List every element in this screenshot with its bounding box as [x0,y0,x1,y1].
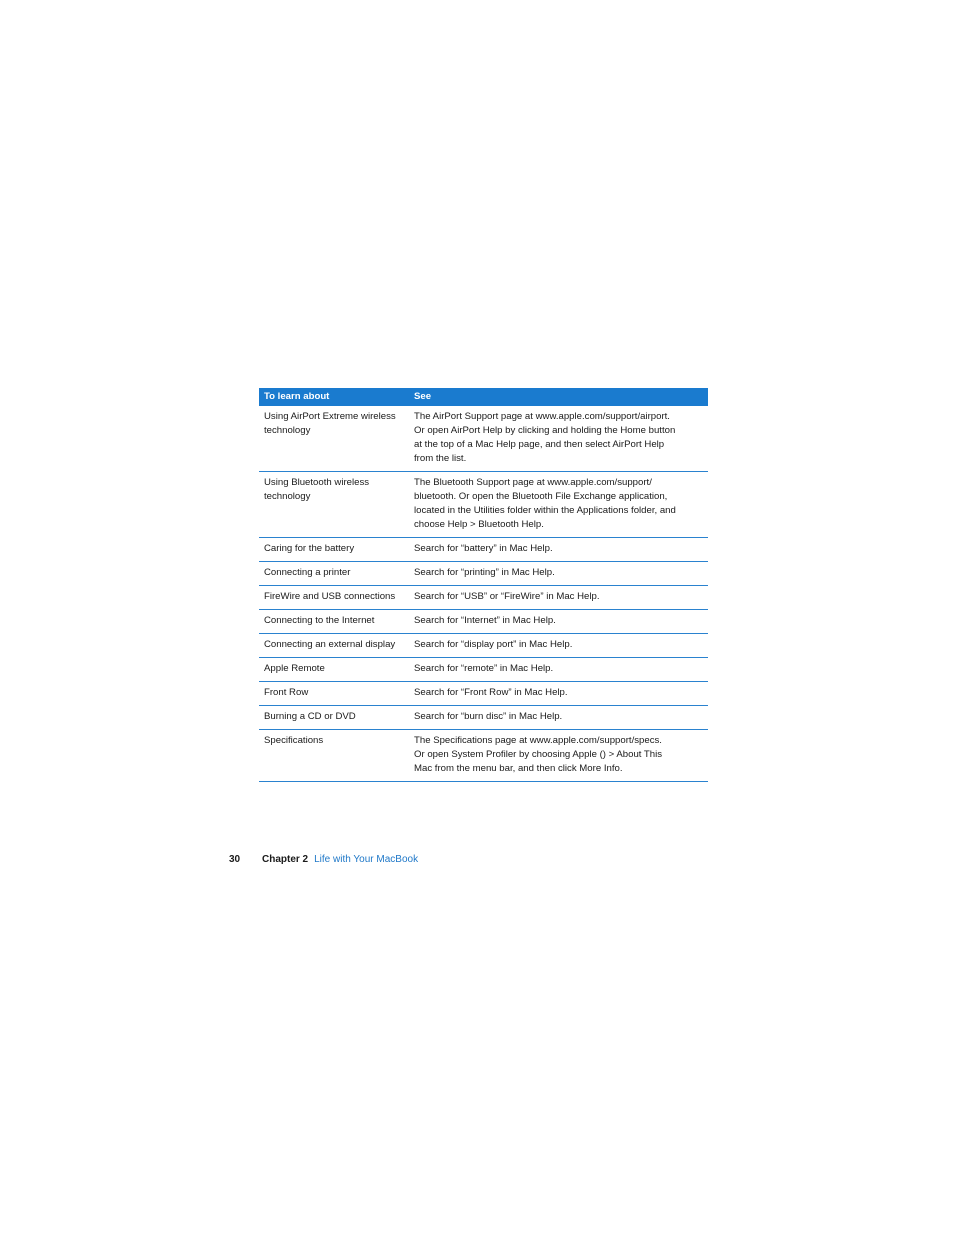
see-cell: Search for “Front Row” in Mac Help. [409,682,708,706]
see-cell: Search for “display port” in Mac Help. [409,634,708,658]
topic-cell: Front Row [259,682,409,706]
topic-cell: Connecting to the Internet [259,610,409,634]
topic-cell: Connecting an external display [259,634,409,658]
chapter-title: Life with Your MacBook [314,854,419,865]
see-cell: Search for “remote” in Mac Help. [409,658,708,682]
topic-cell: Using Bluetooth wireless technology [259,472,409,538]
see-cell: Search for “burn disc” in Mac Help. [409,706,708,730]
see-cell: The Bluetooth Support page at www.apple.com/support/ bluetooth. Or open the Bluetooth File Exchange application, located in the Utilities folder within the Applications folder, and choose Help > Bluetooth Help. [409,472,708,538]
table-row [259,682,708,706]
table-row [259,658,708,682]
see-cell: Search for “printing” in Mac Help. [409,562,708,586]
table-row [259,586,708,610]
table-row [259,634,708,658]
table-row [259,472,708,538]
topic-cell: Burning a CD or DVD [259,706,409,730]
column-header-topic: To learn about [259,388,409,406]
topic-cell: FireWire and USB connections [259,586,409,610]
column-header-see: See [409,388,708,406]
see-cell: Search for “battery” in Mac Help. [409,538,708,562]
see-cell: The Specifications page at www.apple.com/support/specs. Or open System Profiler by choosing Apple () > About This Mac from the menu bar, and then click More Info. [409,730,708,782]
page-number: 30 [229,854,241,865]
page-footer [229,853,418,867]
table-row [259,706,708,730]
see-cell: The AirPort Support page at www.apple.com/support/airport. Or open AirPort Help by clicking and holding the Home button at the top of a Mac Help page, and then select AirPort Help from the list. [409,406,708,472]
topic-cell: Specifications [259,730,409,782]
table-row [259,610,708,634]
table-header-row [259,388,708,406]
topic-cell: Using AirPort Extreme wireless technology [259,406,409,472]
see-cell: Search for “USB” or “FireWire” in Mac Help. [409,586,708,610]
topic-cell: Caring for the battery [259,538,409,562]
topic-cell: Connecting a printer [259,562,409,586]
reference-table [259,388,708,782]
topic-cell: Apple Remote [259,658,409,682]
table-row [259,406,708,472]
chapter-label: Chapter 2 [262,854,309,865]
table-row [259,730,708,782]
table-row [259,538,708,562]
see-cell: Search for “Internet” in Mac Help. [409,610,708,634]
table-row [259,562,708,586]
